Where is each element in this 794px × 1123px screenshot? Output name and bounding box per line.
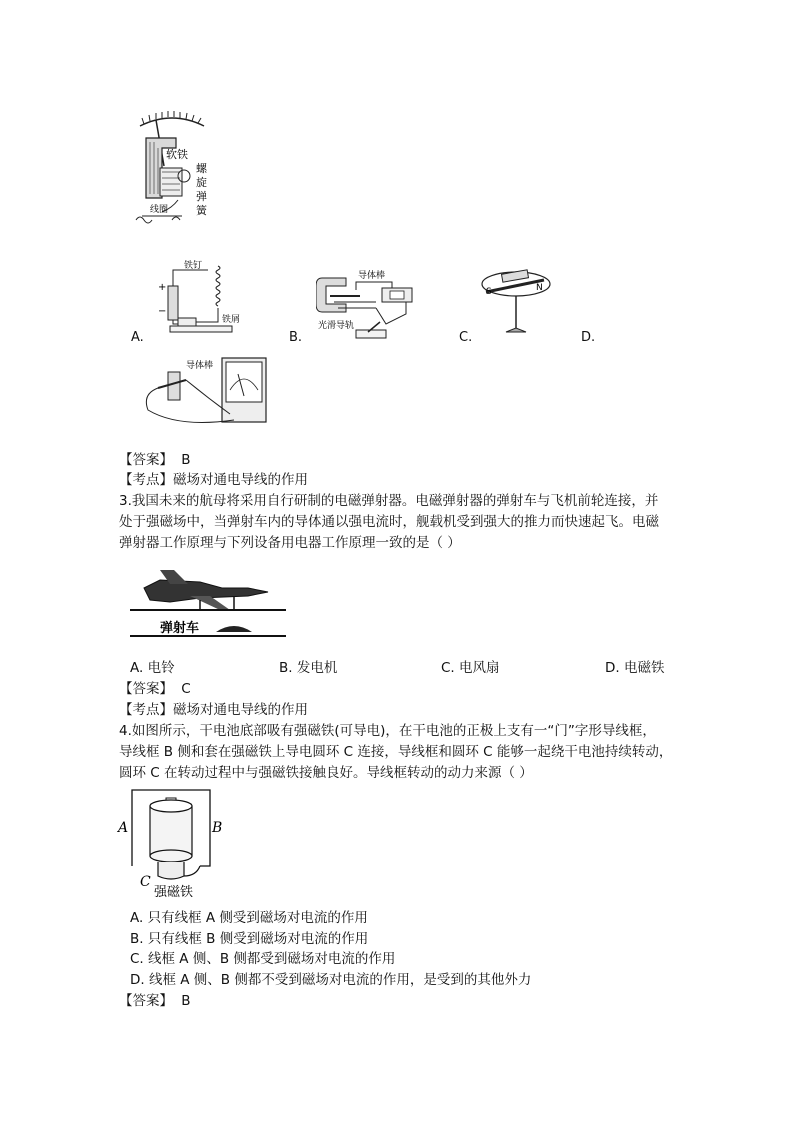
label-spring-3: 弹 [196, 190, 207, 203]
figure-option-b [316, 264, 426, 346]
answer-tag: 【答案】 [119, 452, 173, 468]
q2-option-d-label: D. [581, 330, 596, 345]
label-coil: 线圈 [150, 205, 169, 215]
fig-label-b: B [212, 820, 223, 836]
q3-option-b: B. 发电机 [279, 660, 338, 676]
catapult-label: 弹射车 [160, 621, 200, 636]
figure-option-d [138, 354, 268, 434]
q4-option-d: D. 线框 A 侧、B 侧都不受到磁场对电流的作用，是受到的其他外力 [130, 972, 532, 988]
q4-option-b: B. 只有线框 B 侧受到磁场对电流的作用 [130, 931, 369, 947]
fig-label-c: C [140, 874, 151, 890]
q2-kaodian-line [119, 470, 308, 491]
answer-value: B [181, 452, 191, 468]
fig-label-magnet: 强磁铁 [154, 885, 194, 900]
label-soft-iron: 软铁 [166, 148, 188, 161]
q2-option-c-label: C. [459, 330, 473, 345]
label-spring-1: 螺 [196, 162, 207, 175]
fig-b-rail-label: 光滑导轨 [318, 321, 355, 331]
q3-option-d: D. 电磁铁 [605, 660, 665, 676]
figure-catapult [130, 566, 286, 644]
figure-meter-diagram [132, 108, 222, 230]
q2-option-b-label: B. [289, 330, 303, 345]
answer-value: B [181, 993, 191, 1009]
figure-option-a [148, 258, 240, 334]
fig-b-rod-label: 导体棒 [358, 271, 386, 281]
fig-c-pole-s: S [486, 287, 492, 297]
q3-option-a: A. 电铃 [130, 660, 175, 676]
answer-tag: 【答案】 [119, 993, 173, 1009]
q2-option-a-label: A. [131, 330, 144, 345]
fig-a-filings-label: 铁屑 [222, 315, 240, 325]
q3-option-c: C. 电风扇 [441, 660, 500, 676]
q3-stem-line-2: 处于强磁场中，当弹射车内的导体通以强电流时，舰载机受到强大的推力而快速起飞。电磁 [119, 514, 659, 530]
q4-option-a: A. 只有线框 A 侧受到磁场对电流的作用 [130, 910, 368, 926]
kaodian-tag: 【考点】 [119, 702, 173, 718]
answer-value: C [181, 681, 191, 697]
kaodian-value: 磁场对通电导线的作用 [173, 472, 308, 488]
svg-text:−: − [158, 306, 167, 317]
q2-answer-line [119, 450, 191, 471]
q4-stem-line-1: 4.如图所示，干电池底部吸有强磁铁(可导电)，在干电池的正极上支有一“门”字形导线框， [119, 723, 656, 739]
q4-stem-line-3: 圆环 C 在转动过程中与强磁铁接触良好。导线框转动的动力来源（ ） [119, 765, 533, 781]
label-spring-4: 簧 [196, 204, 207, 217]
label-spring-2: 旋 [196, 176, 207, 189]
fig-a-nail-label: 铁钉 [184, 261, 203, 271]
q3-answer-line [119, 679, 191, 700]
q3-stem-line-1: 3.我国未来的航母将采用自行研制的电磁弹射器。电磁弹射器的弹射车与飞机前轮连接，并 [119, 493, 659, 509]
answer-tag: 【答案】 [119, 681, 173, 697]
q3-kaodian-line [119, 700, 308, 721]
q4-option-c: C. 线框 A 侧、B 侧都受到磁场对电流的作用 [130, 951, 396, 967]
kaodian-value: 磁场对通电导线的作用 [173, 702, 308, 718]
kaodian-tag: 【考点】 [119, 472, 173, 488]
q4-answer-line [119, 991, 191, 1012]
q3-stem-line-3: 弹射器工作原理与下列设备用电器工作原理一致的是（ ） [119, 535, 461, 551]
figure-option-c [478, 262, 558, 338]
fig-c-pole-n: N [536, 283, 543, 293]
q4-stem-line-2: 导线框 B 侧和套在强磁铁上导电圆环 C 连接，导线框和圆环 C 能够一起绕干电池持续转动， [119, 744, 673, 760]
svg-text:+: + [158, 282, 167, 293]
fig-label-a: A [118, 820, 129, 836]
figure-battery-frame [116, 786, 228, 900]
fig-d-rod-label: 导体棒 [186, 361, 214, 371]
